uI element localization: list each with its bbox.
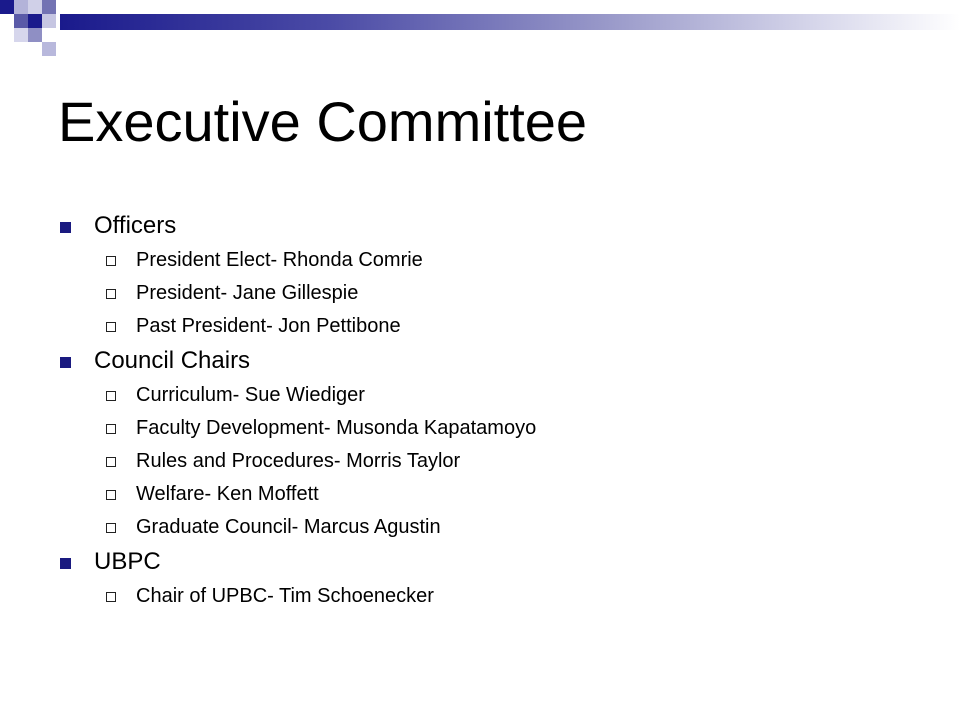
hollow-square-bullet-icon <box>106 256 116 266</box>
list-item <box>58 379 938 412</box>
list-item-label: Welfare- Ken Moffett <box>136 483 319 505</box>
square-bullet-icon <box>60 357 71 368</box>
list-item-label: Chair of UPBC- Tim Schoenecker <box>136 585 434 607</box>
list-item <box>58 478 938 511</box>
deco-square-5 <box>14 14 28 28</box>
list-item-label: Past President- Jon Pettibone <box>136 315 401 337</box>
deco-square-6 <box>28 14 42 28</box>
list-item <box>58 412 938 445</box>
list-item <box>58 445 938 478</box>
header-decoration <box>0 0 960 60</box>
deco-square-1 <box>0 0 14 14</box>
list-item <box>58 310 938 343</box>
slide-content <box>58 208 938 613</box>
square-bullet-icon <box>60 222 71 233</box>
list-item <box>58 244 938 277</box>
list-item-label: President- Jane Gillespie <box>136 282 359 304</box>
hollow-square-bullet-icon <box>106 592 116 602</box>
list-item <box>58 277 938 310</box>
slide-title: Executive Committee <box>58 90 588 153</box>
hollow-square-bullet-icon <box>106 289 116 299</box>
deco-square-7 <box>42 14 56 28</box>
hollow-square-bullet-icon <box>106 523 116 533</box>
list-item <box>58 580 938 613</box>
hollow-square-bullet-icon <box>106 322 116 332</box>
header-gradient-bar <box>60 14 960 30</box>
section-heading-label: UBPC <box>94 548 161 575</box>
list-item-label: Faculty Development- Musonda Kapatamoyo <box>136 417 537 439</box>
hollow-square-bullet-icon <box>106 424 116 434</box>
hollow-square-bullet-icon <box>106 457 116 467</box>
section-heading-label: Council Chairs <box>94 347 251 374</box>
list-item <box>58 511 938 544</box>
deco-square-3 <box>28 0 42 14</box>
deco-square-9 <box>28 28 42 42</box>
section-heading-officers <box>58 208 938 244</box>
list-item-label: President Elect- Rhonda Comrie <box>136 249 423 271</box>
square-bullet-icon <box>60 558 71 569</box>
hollow-square-bullet-icon <box>106 490 116 500</box>
section-heading-council-chairs <box>58 343 938 379</box>
deco-square-10 <box>42 42 56 56</box>
hollow-square-bullet-icon <box>106 391 116 401</box>
section-heading-label: Officers <box>94 212 177 239</box>
deco-square-8 <box>14 28 28 42</box>
deco-square-2 <box>14 0 28 14</box>
deco-square-4 <box>42 0 56 14</box>
list-item-label: Curriculum- Sue Wiediger <box>136 384 365 406</box>
list-item-label: Graduate Council- Marcus Agustin <box>136 516 441 538</box>
section-heading-ubpc <box>58 544 938 580</box>
list-item-label: Rules and Procedures- Morris Taylor <box>136 450 461 472</box>
